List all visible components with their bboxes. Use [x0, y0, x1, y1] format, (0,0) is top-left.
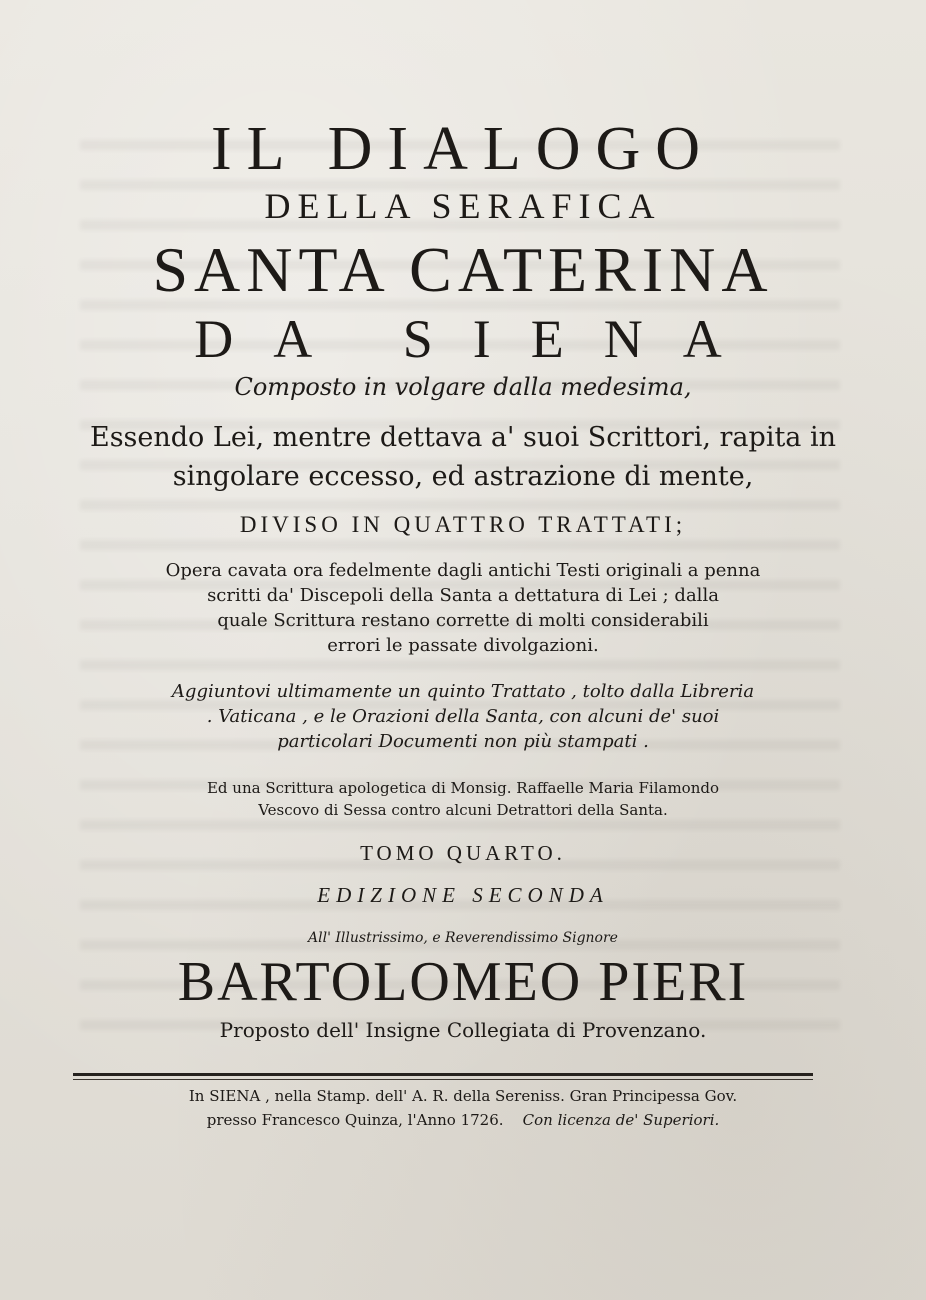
imprint-rule-thin — [73, 1079, 813, 1080]
added-line-1: Aggiuntovi ultimamente un quinto Trattato , tolto dalla Libreria — [171, 681, 755, 702]
division-line: DIVISO IN QUATTRO TRATTATI; — [239, 512, 687, 537]
dedication-line: All' Illustrissimo, e Reverendissimo Signore — [308, 930, 618, 946]
edition-label: EDIZIONE SECONDA — [317, 883, 609, 907]
patron-title: Proposto dell' Insigne Collegiata di Provenzano. — [219, 1018, 707, 1042]
opera-line-4: errori le passate divolgazioni. — [327, 635, 599, 656]
patron-name: BARTOLOMEO PIERI — [177, 951, 749, 1013]
subtitle-line-2: Essendo Lei, mentre dettava a' suoi Scrittori, rapita in — [89, 422, 837, 453]
title-line-1: IL DIALOGO — [210, 115, 716, 183]
opera-line-2: scritti da' Discepoli della Santa a dettatura di Lei ; dalla — [207, 585, 719, 606]
title-line-3: SANTA CATERINA — [152, 234, 774, 305]
imprint-line-1: In SIENA , nella Stamp. dell' A. R. della Sereniss. Gran Principessa Gov. — [188, 1087, 738, 1105]
title-line-4: DA SIENA — [194, 309, 762, 369]
opera-line-3: quale Scrittura restano corrette di molti considerabili — [217, 610, 709, 631]
title-line-2: DELLA SERAFICA — [264, 186, 662, 226]
imprint-printer: presso Francesco Quinza, l'Anno 1726. — [206, 1111, 504, 1129]
opera-line-1: Opera cavata ora fedelmente dagli antichi Testi originali a penna — [165, 560, 761, 581]
added-line-2: . Vaticana , e le Orazioni della Santa, con alcuni de' suoi — [206, 706, 720, 727]
apology-line-2: Vescovo di Sessa contro alcuni Detrattori della Santa. — [258, 801, 668, 819]
added-line-3: particolari Documenti non più stampati . — [277, 731, 649, 752]
imprint-rule-thick — [73, 1073, 813, 1076]
imprint-line-2 — [0, 1113, 926, 1128]
imprint-license: Con licenza de' Superiori. — [522, 1111, 720, 1129]
subtitle-line-3: singolare eccesso, ed astrazione di mente, — [172, 461, 754, 492]
volume-label: TOMO QUARTO. — [360, 841, 566, 865]
apology-line-1: Ed una Scrittura apologetica di Monsig. Raffaelle Maria Filamondo — [206, 779, 720, 797]
subtitle-line-1: Composto in volgare dalla medesima, — [234, 373, 692, 401]
